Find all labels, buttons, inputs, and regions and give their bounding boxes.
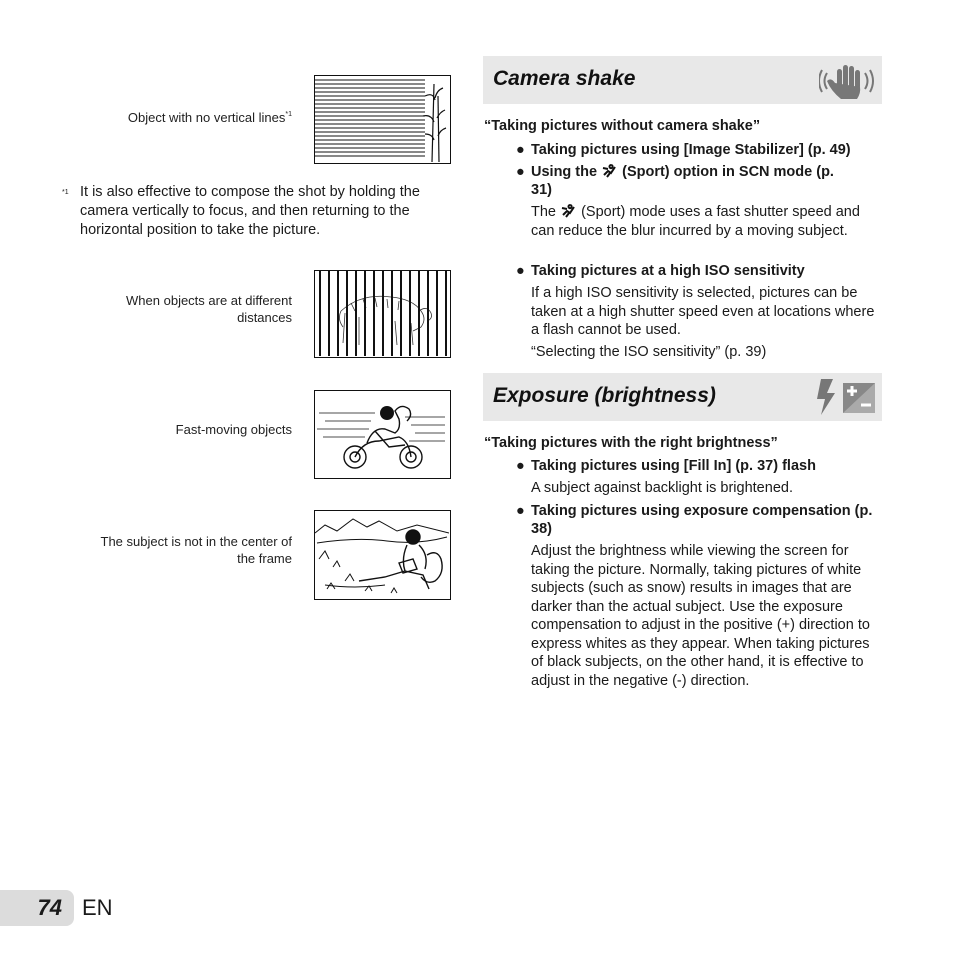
para-exposure-explanation: Adjust the brightness while viewing the screen for taking the picture. Normally, taking pictures of white subjects (such as snow) results in images that are darker than the actual subject. Use the exposure compensation to adjust in the positive (+) direction to express whites as they appear. When taking pictures of black subjects, on the other hand, it is effective to adjust in the negative (-) direction.: [531, 543, 870, 689]
para-sport-mode: The (Sport) mode uses a fast shutter speed and can reduce the blur incurred by a moving subject.: [531, 204, 860, 239]
bullet-exposure-compensation: ● Taking pictures using exposure compensation (p. 38): [516, 503, 873, 537]
figure-tiger-behind-bars: [314, 270, 451, 358]
section-title-camera-shake: Camera shake: [493, 67, 636, 90]
caption-no-vertical-lines: Object with no vertical lines$^{*1}$: [127, 110, 292, 125]
bullet-fill-in: ● Taking pictures using [Fill In] (p. 37) flash: [516, 458, 816, 474]
section-header-exposure: [483, 373, 882, 421]
caption-different-distances: When objects are at different distances: [126, 293, 292, 325]
footnote-text: It is also effective to compose the shot by holding the camera vertically to focus, and then returning to the horizontal position to take the picture.: [80, 184, 420, 238]
exposure-compensation-icon: [842, 382, 876, 414]
footnote-mark: *1: [62, 189, 69, 196]
caption-fast-moving: Fast-moving objects: [175, 422, 292, 437]
bullet-sport-option: ● Using the (Sport) option in SCN mode (p. 31): [516, 164, 834, 198]
bullet-high-iso: ● Taking pictures at a high ISO sensitivity: [516, 263, 805, 279]
subhead-exposure: “Taking pictures with the right brightness”: [484, 435, 778, 451]
sport-mode-icon: [560, 204, 577, 218]
section-title-exposure: Exposure (brightness): [493, 384, 716, 407]
sport-mode-icon: [601, 164, 618, 178]
flash-icon: [813, 377, 837, 417]
footnote: [62, 183, 446, 240]
caption-not-centered: The subject is not in the center of the frame: [100, 534, 292, 566]
shaking-hand-icon: [819, 61, 875, 101]
para-backlight: A subject against backlight is brightened.: [531, 480, 793, 496]
figure-no-vertical-lines: [314, 75, 451, 164]
language-label: EN: [82, 895, 113, 920]
page-number: 74: [37, 895, 62, 920]
figure-motorcycle: [314, 390, 451, 479]
figure-person-off-center: [314, 510, 451, 600]
bullet-image-stabilizer: ● Taking pictures using [Image Stabilizer] (p. 49): [516, 142, 851, 158]
para-high-iso: If a high ISO sensitivity is selected, pictures can be taken at a high shutter speed even at locations where a flash cannot be used.: [531, 285, 875, 338]
subhead-camera-shake: “Taking pictures without camera shake”: [484, 118, 761, 134]
section-header-camera-shake: [483, 56, 882, 104]
page-number-tab: [0, 890, 74, 926]
para-iso-reference: “Selecting the ISO sensitivity” (p. 39): [531, 344, 767, 360]
